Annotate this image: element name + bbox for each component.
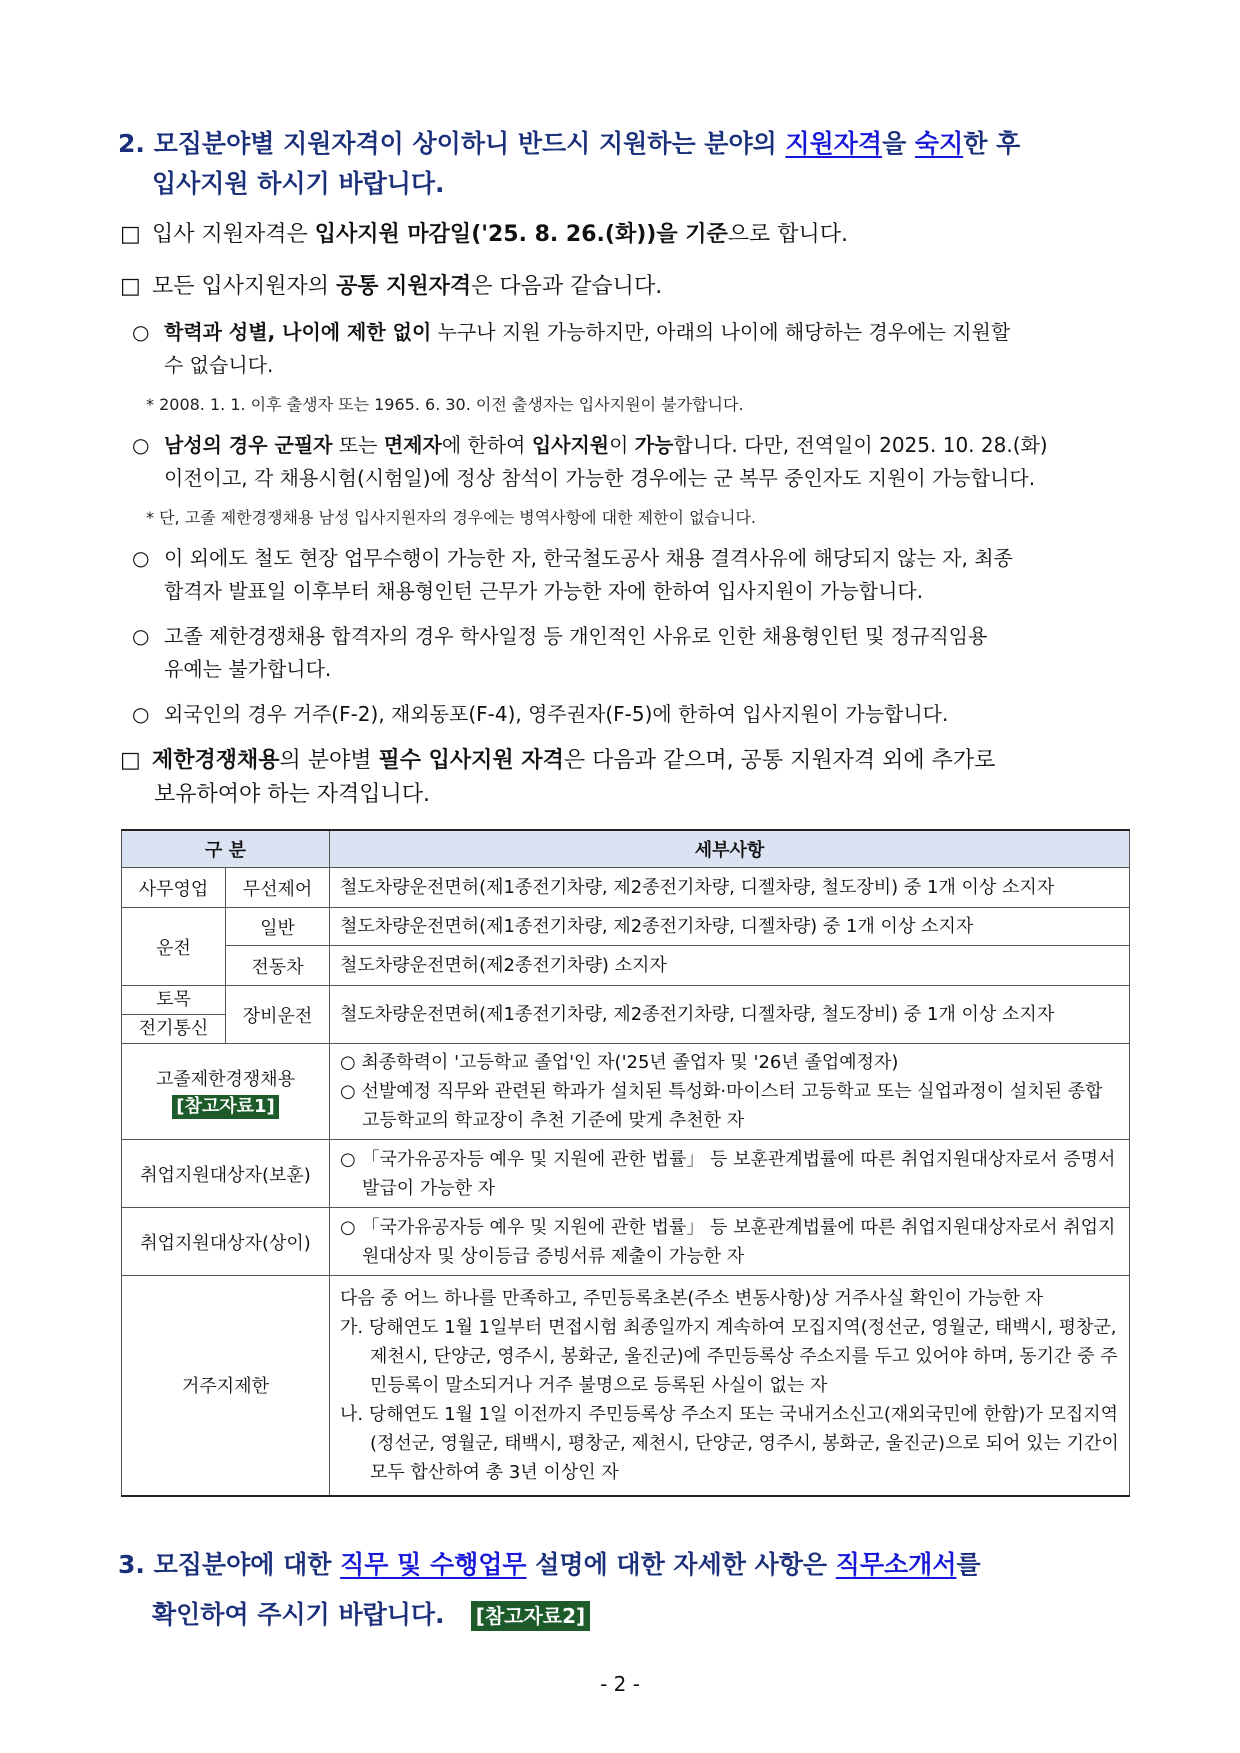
header-detail: 세부사항: [330, 830, 1130, 868]
table-header-row: [122, 830, 1130, 868]
bullet-deadline-basis: □ 입사 지원자격은 입사지원 마감일('25. 8. 26.(화))을 기준으로 합니다.: [120, 222, 848, 247]
table-row: 취업지원대상자(상이) ○ 「국가유공자등 예우 및 지원에 관한 법률」 등 보훈관계법률에 따른 취업지원대상자로서 취업지원대상자 및 상이등급 증빙서류 제출이 가능한 자: [122, 1208, 1130, 1276]
bullet-common-eligibility: □ 모든 입사지원자의 공통 지원자격은 다음과 같습니다.: [120, 274, 663, 299]
table-row: 취업지원대상자(보훈) ○ 「국가유공자등 예우 및 지원에 관한 법률」 등 보훈관계법률에 따른 취업지원대상자로서 증명서 발급이 가능한 자: [122, 1140, 1130, 1208]
highlight-eligibility: 지원자격: [785, 129, 883, 158]
highlight-job-description: 직무소개서: [835, 1550, 957, 1579]
table-row: 전동차 철도차량운전면허(제2종전기차량) 소지자: [122, 946, 1130, 986]
table-row: 토목 전기통신 장비운전 철도차량운전면허(제1종전기차량, 제2종전기차량, 디젤차량, 철도장비) 중 1개 이상 소지자: [122, 986, 1130, 1044]
table-row: 거주지제한 다음 중 어느 하나를 만족하고, 주민등록초본(주소 변동사항)상 거주사실 확인이 가능한 자 가. 당해연도 1월 1일부터 면접시험 최종일까지 계속하여 모집지역(정선군, 영월군, 태백시, 평창군, 제천시, 단양군, 영주시, 봉화군, 울진군)에 주민등록상 주소지를 두고 있어야 하며, 동기간 중 주민등록이 말소되거나 거주 불명으로 등록된 사실이 없는 자 나. 당해연도 1월 1일 이전까지 주민등록상 주소지 또는 국내거소신고(재외국민에 한함)가 모집지역(정선군, 영월군, 태백시, 평창군, 제천시, 단양군, 영주시, 봉화군, 울진군)으로 되어 있는 기간이 모두 합산하여 총 3년 이상인 자: [122, 1276, 1130, 1496]
reference-badge-2[interactable]: [참고자료2]: [471, 1601, 590, 1631]
highlight-familiarize: 숙지: [914, 129, 964, 158]
page-number: - 2 -: [600, 1672, 640, 1696]
table-row: 고졸제한경쟁채용 [참고자료1] ○ 최종학력이 '고등학교 졸업'인 자('25년 졸업자 및 '26년 졸업예정자) ○ 선발예정 직무와 관련된 학과가 설치된 특성화·마이스터 고등학교 또는 실업과정이 설치된 종합고등학교의 학교장이 추천 기준에 맞게 추천한 자: [122, 1044, 1130, 1140]
item-no-deferral: ○ 고졸 제한경쟁채용 합격자의 경우 학사일정 등 개인적인 사유로 인한 채용형인턴 및 정규직임용 유예는 불가합니다.: [132, 624, 988, 681]
note-birth-restriction: * 2008. 1. 1. 이후 출생자 또는 1965. 6. 30. 이전 출생자는 입사지원이 불가합니다.: [146, 395, 744, 414]
section-2-heading: 2. 모집분야별 지원자격이 상이하니 반드시 지원하는 분야의 지원자격을 숙지한 후 입사지원 하시기 바랍니다.: [118, 129, 1021, 198]
reference-badge-1[interactable]: [참고자료1]: [172, 1095, 279, 1119]
item-no-restriction: ○ 학력과 성별, 나이에 제한 없이 누구나 지원 가능하지만, 아래의 나이에 해당하는 경우에는 지원할 수 없습니다.: [132, 320, 1011, 377]
table-row: 운전 일반 철도차량운전면허(제1종전기차량, 제2종전기차량, 디젤차량) 중 1개 이상 소지자: [122, 908, 1130, 946]
item-military: ○ 남성의 경우 군필자 또는 면제자에 한하여 입사지원이 가능합니다. 다만, 전역일이 2025. 10. 28.(화) 이전이고, 각 채용시험(시험일)에 정상 참석이 가능한 경우에는 군 복무 중인자도 지원이 가능합니다.: [132, 433, 1048, 490]
header-category: 구 분: [122, 830, 330, 868]
highlight-duties: 직무 및 수행업무: [340, 1550, 527, 1579]
table-row: 사무영업 무선제어 철도차량운전면허(제1종전기차량, 제2종전기차량, 디젤차량, 철도장비) 중 1개 이상 소지자: [122, 868, 1130, 908]
bullet-limited-competition: □ 제한경쟁채용의 분야별 필수 입사지원 자격은 다음과 같으며, 공통 지원자격 외에 추가로 보유하여야 하는 자격입니다.: [120, 748, 996, 807]
item-other-requirements: ○ 이 외에도 철도 현장 업무수행이 가능한 자, 한국철도공사 채용 결격사유에 해당되지 않는 자, 최종 합격자 발표일 이후부터 채용형인턴 근무가 가능한 자에 한하여 입사지원이 가능합니다.: [132, 546, 1013, 603]
requirements-table: [121, 829, 1130, 1497]
note-military-exemption: * 단, 고졸 제한경쟁채용 남성 입사지원자의 경우에는 병역사항에 대한 제한이 없습니다.: [146, 508, 756, 527]
section-3-heading: 3. 모집분야에 대한 직무 및 수행업무 설명에 대한 자세한 사항은 직무소개서를 확인하여 주시기 바랍니다. [참고자료2]: [118, 1550, 981, 1629]
item-foreigners: ○ 외국인의 경우 거주(F-2), 재외동포(F-4), 영주권자(F-5)에 한하여 입사지원이 가능합니다.: [132, 702, 949, 726]
